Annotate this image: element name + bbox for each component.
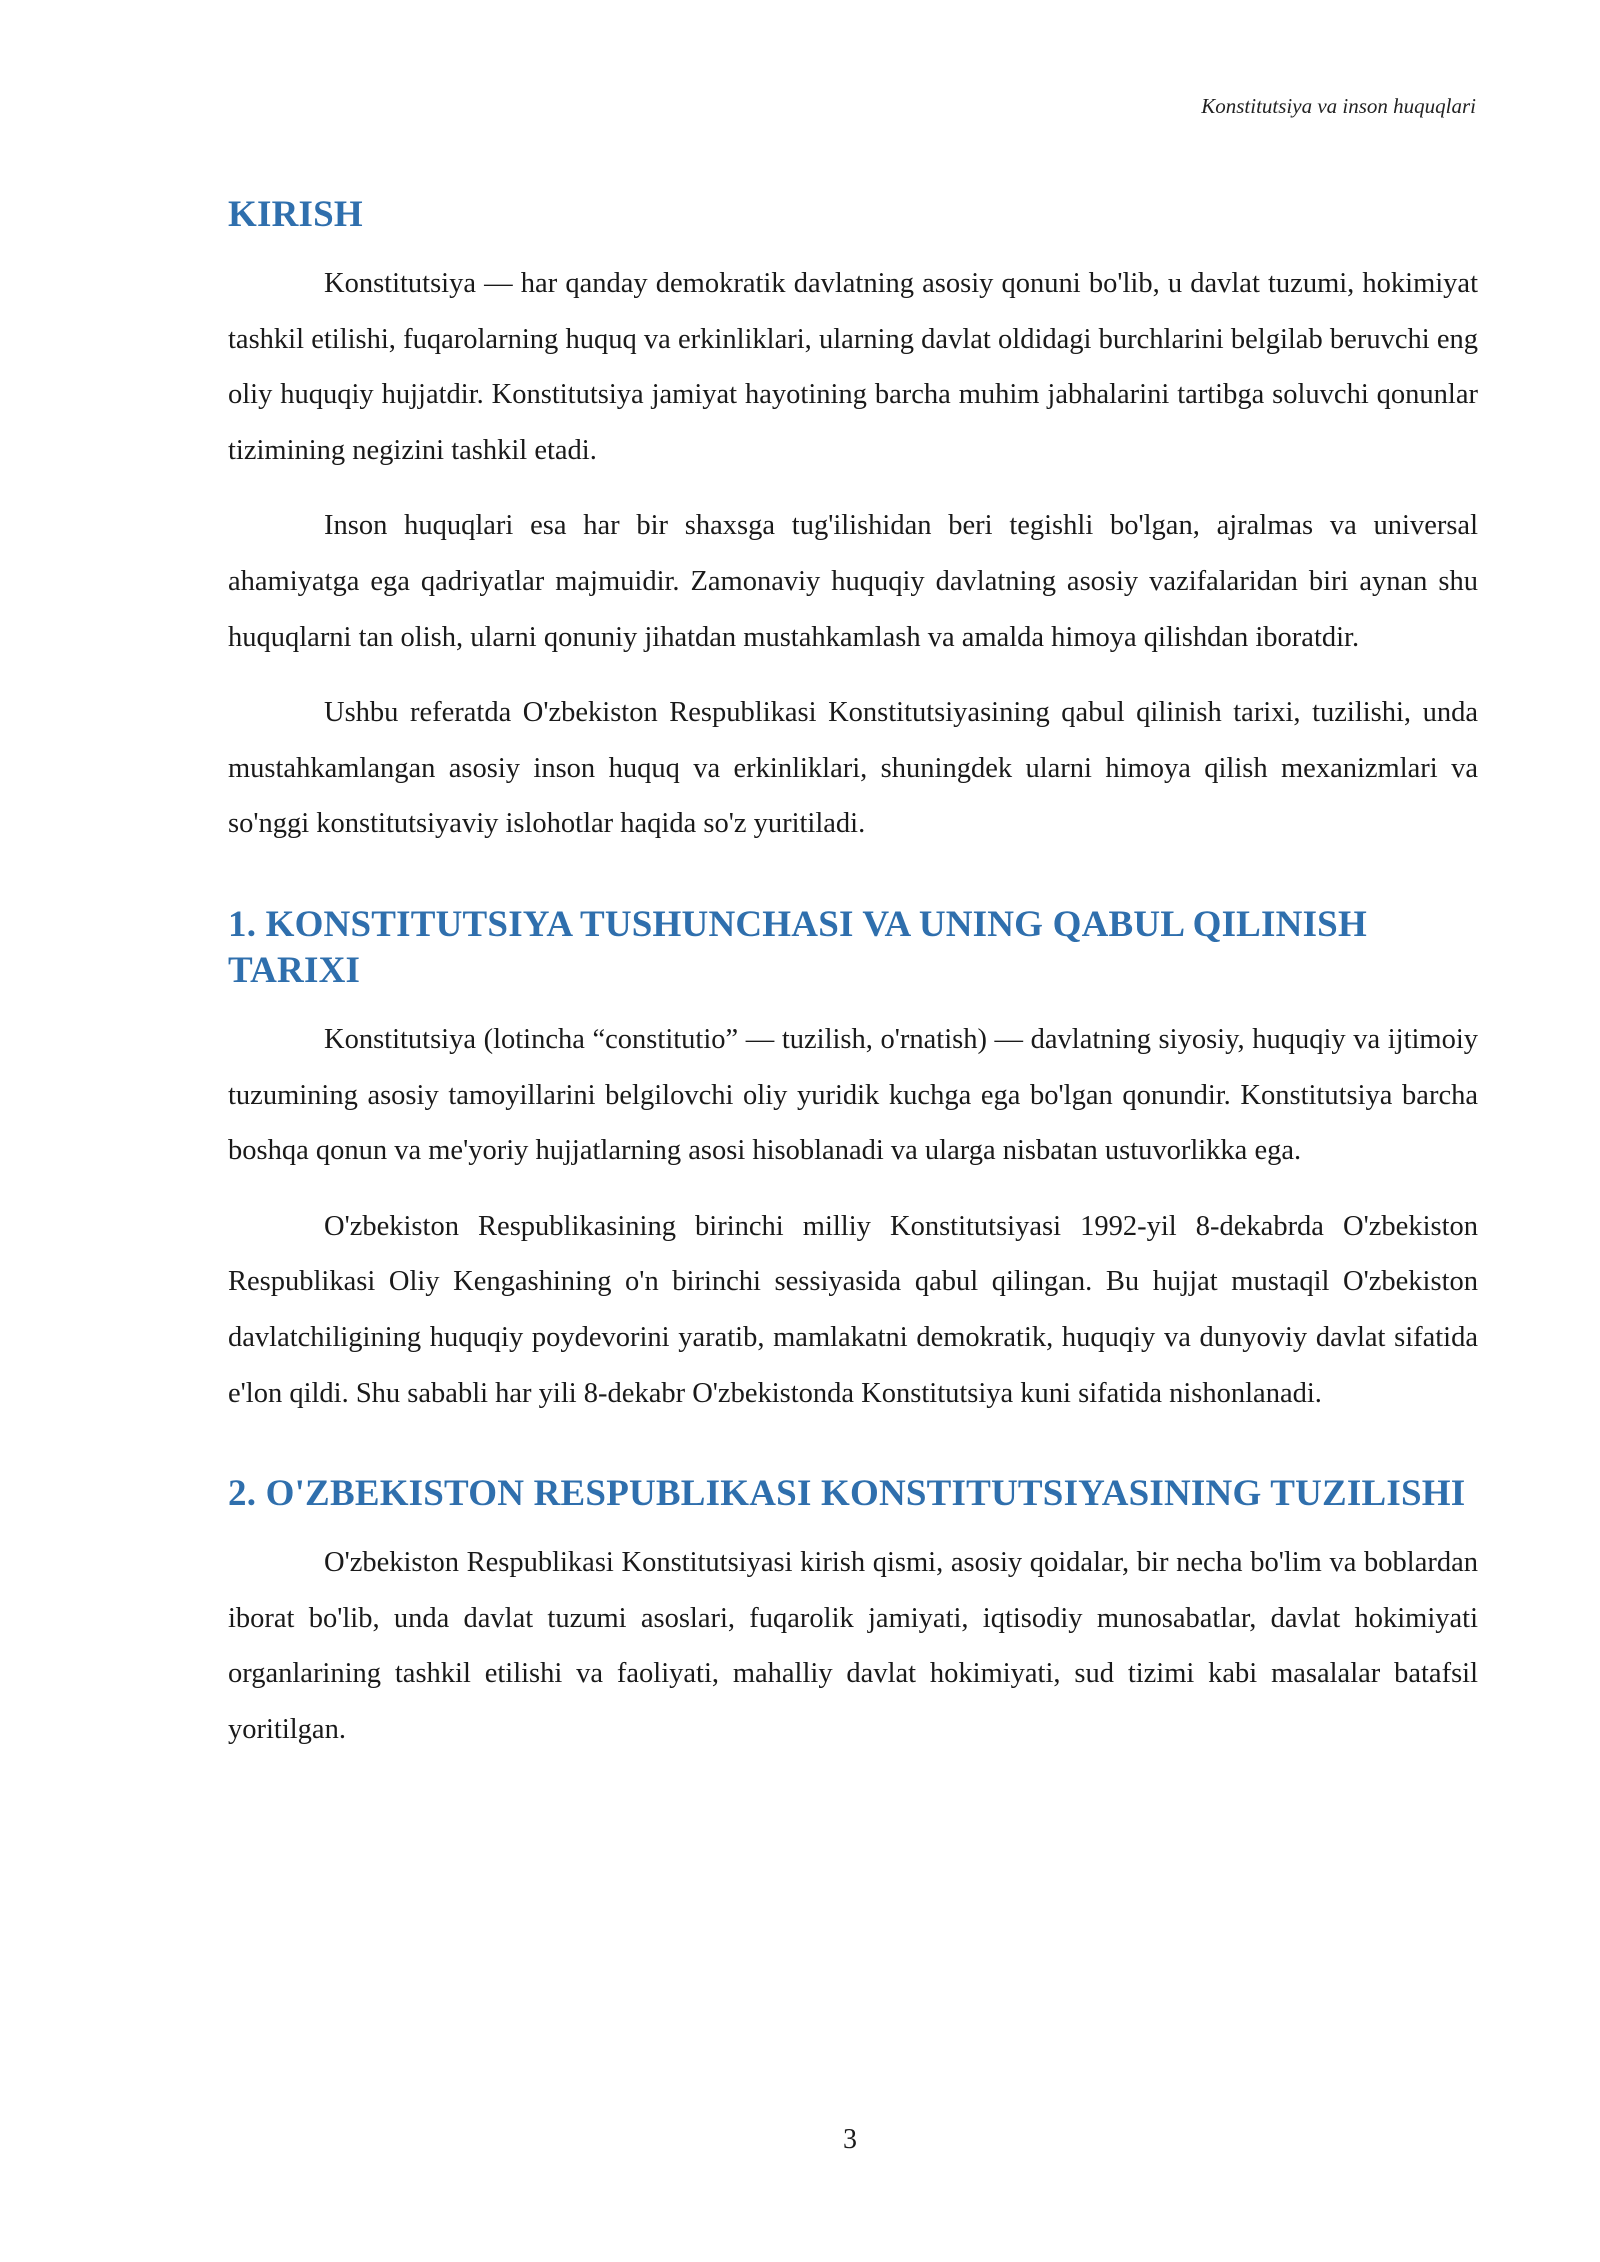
paragraph: O'zbekiston Respublikasi Konstitutsiyasi kirish qismi, asosiy qoidalar, bir necha bo'lim va boblardan iborat bo'lib, unda davlat tuzumi asoslari, fuqarolik jamiyati, iqtisodiy munosabatlar, davlat hokimiyati organlarining tashkil etilishi va faoliyati, mahalliy davlat hokimiyati, sud tizimi kabi masalalar batafsil yoritilgan. bbox=[228, 1547, 1478, 1745]
section-heading-2: 2. O'ZBEKISTON RESPUBLIKASI KONSTITUTSIYASINING TUZILISHI bbox=[228, 1473, 1466, 1515]
page-number: 3 bbox=[843, 2124, 857, 2155]
paragraph: Konstitutsiya (lotincha “constitutio” — tuzilish, o'rnatish) — davlatning siyosiy, huquqiy va ijtimoiy tuzumining asosiy tamoyillarini belgilovchi oliy yuridik kuchga ega bo'lgan qonundir. Konstitutsiya barcha boshqa qonun va me'yoriy hujjatlarning asosi hisoblanadi va ularga nisbatan ustuvorlikka ega. bbox=[228, 1023, 1478, 1167]
paragraph: O'zbekiston Respublikasining birinchi milliy Konstitutsiyasi 1992-yil 8-dekabrda O'zbekiston Respublikasi Oliy Kengashining o'n birinchi sessiyasida qabul qilingan. Bu hujjat mustaqil O'zbekiston davlatchiligining huquqiy poydevorini yaratib, mamlakatni demokratik, huquqiy va dunyoviy davlat sifatida e'lon qildi. Shu sababli har yili 8-dekabr O'zbekistonda Konstitutsiya kuni sifatida nishonlanadi. bbox=[228, 1210, 1478, 1409]
paragraph: Ushbu referatda O'zbekiston Respublikasi Konstitutsiyasining qabul qilinish tarixi, tuzilishi, unda mustahkamlangan asosiy inson huquq va erkinliklari, shuningdek ularni himoya qilish mexanizmlari va so'nggi konstitutsiyaviy islohotlar haqida so'z yuritiladi. bbox=[228, 697, 1478, 840]
running-header: Konstitutsiya va inson huquqlari bbox=[1201, 94, 1476, 118]
paragraph: Konstitutsiya — har qanday demokratik davlatning asosiy qonuni bo'lib, u davlat tuzumi, hokimiyat tashkil etilishi, fuqarolarning huquq va erkinliklari, ularning davlat oldidagi burchlarini belgilab beruvchi eng oliy huquqiy hujjatdir. Konstitutsiya jamiyat hayotining barcha muhim jabhalarini tartibga soluvchi qonunlar tizimining negizini tashkil etadi. bbox=[228, 268, 1478, 466]
section-heading-introduction: KIRISH bbox=[228, 194, 363, 235]
document-body bbox=[228, 192, 1478, 1777]
paragraph: Inson huquqlari esa har bir shaxsga tug'ilishidan beri tegishli bo'lgan, ajralmas va universal ahamiyatga ega qadriyatlar majmuidir. Zamonaviy huquqiy davlatning asosiy vazifalaridan biri aynan shu huquqlarni tan olish, ularni qonuniy jihatdan mustahkamlash va amalda himoya qilishdan iboratdir. bbox=[228, 510, 1478, 653]
section-heading-1: 1. KONSTITUTSIYA TUSHUNCHASI VA UNING QABUL QILINISH TARIXI bbox=[228, 903, 1367, 991]
